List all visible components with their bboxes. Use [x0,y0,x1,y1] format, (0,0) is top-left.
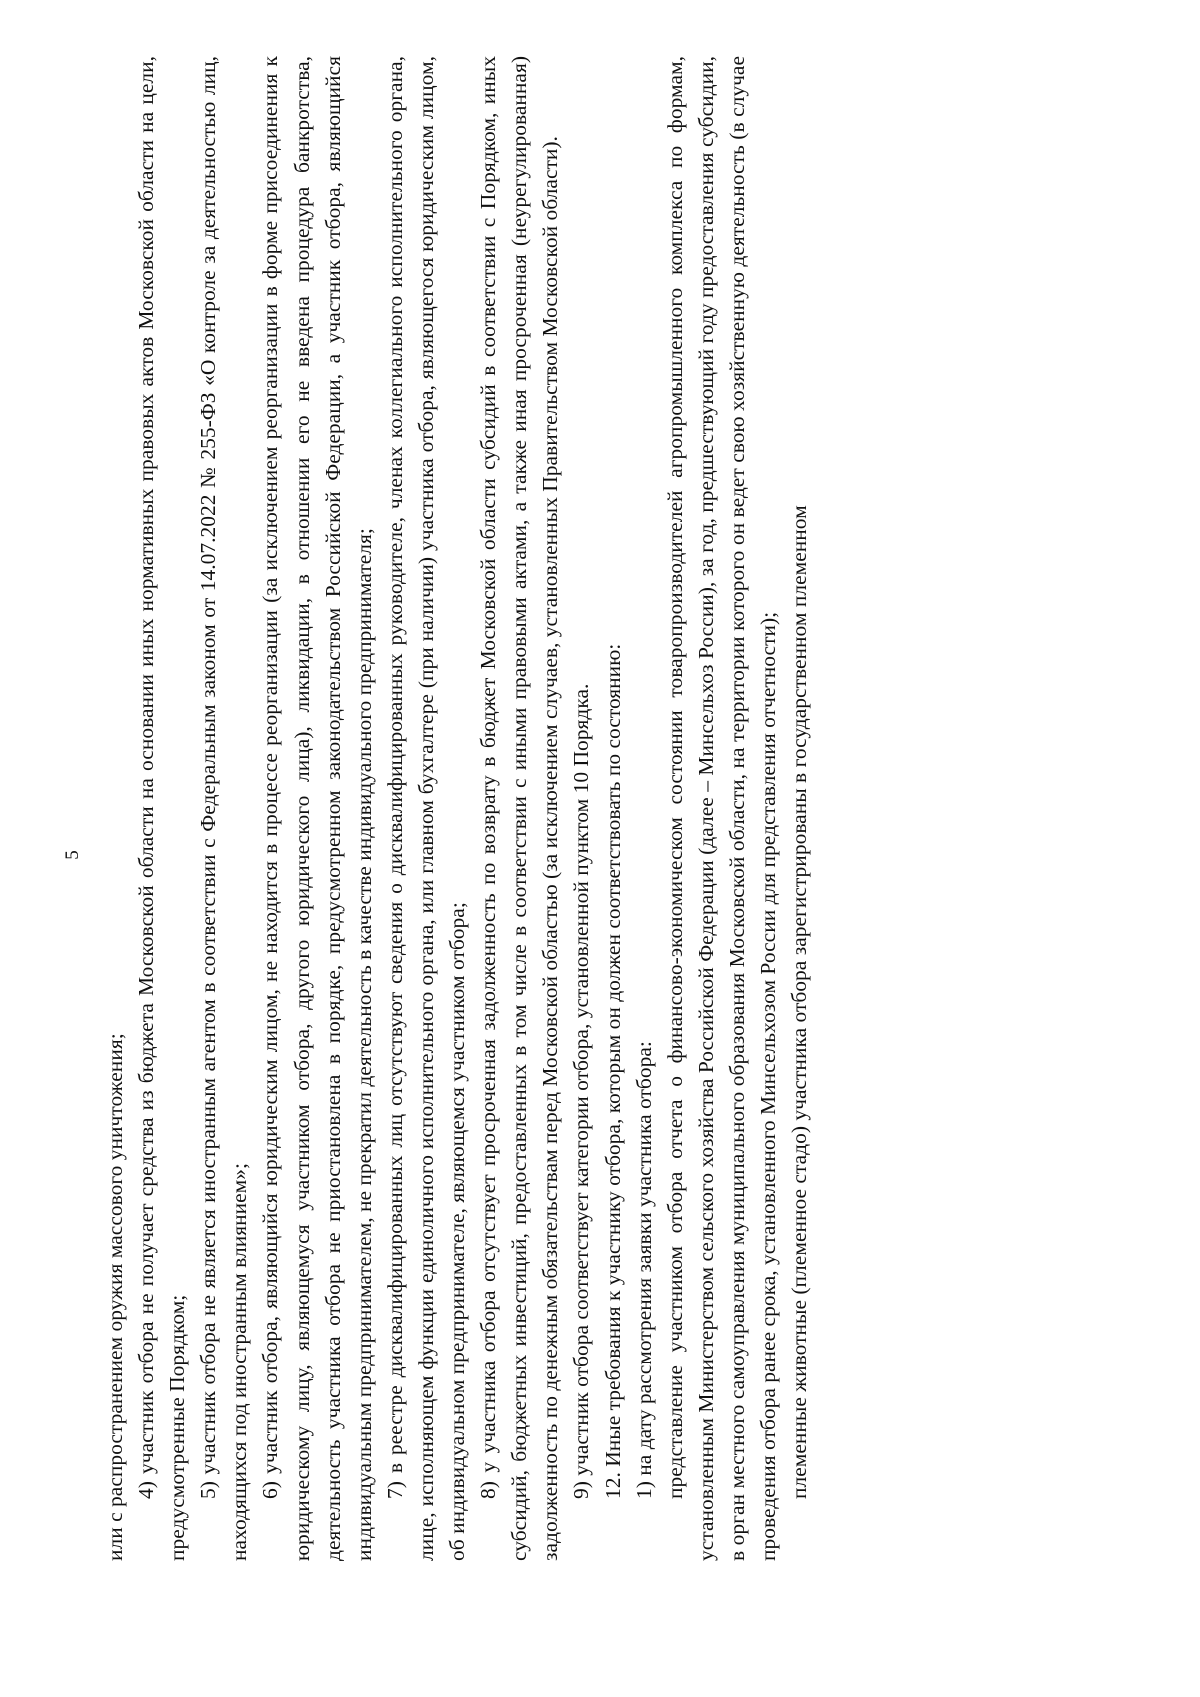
paragraph-item-6: 6) участник отбора, являющийся юридическим лицом, не находится в процессе реорганизации (за исключением реорганизации в форме присоединения к юридическому лицу, являющемуся участником отбора, другого юридического лица), ликвидации, в отношении его не введена процедура банкротства, деятельность участника отбора не приостановлена в порядке, предусмотренном законодательством Российской Федерации, а участник отбора, являющийся индивидуальным предпринимателем, не прекратил деятельность в качестве индивидуального предпринимателя; [258,56,376,1561]
paragraph-item-7: 7) в реестре дисквалифицированных лиц отсутствуют сведения о дисквалифицированных руководителе, членах коллегиального исполнительного органа, лице, исполняющем функции единоличного исполнительного органа, или главном бухгалтере (при наличии) участника отбора, являющегося юридическим лицом, об индивидуальном предпринимателе, являющемся участником отбора; [382,56,470,1561]
paragraph-section-12: 12. Иные требования к участнику отбора, которым он должен соответствовать по состоянию: [600,643,625,1499]
paragraph-item-5: 5) участник отбора не является иностранным агентом в соответствии с Федеральным законом от 14.07.2022 № 255-ФЗ «О контроле за деятельностью лиц, находящихся под иностранным влиянием»; [196,56,252,1561]
paragraph-report-requirement: представление участником отбора отчета о финансово-экономическом состоянии товаропроизводителей агропромышленного комплекса по формам, установленным Министерством сельского хозяйства Российской Федерации (далее – Минсельхоз России), за год, предшествующий году предоставления субсидии, в орган местного самоуправления муниципального образования Московской области, на территории которого он ведет свою хозяйственную деятельность (в случае проведения отбора ранее срока, установленного Минсельхозом России для представления отчетности); [662,56,780,1561]
paragraph-continuation: или с распространением оружия массового уничтожения; [103,1033,127,1561]
paragraph-item-9: 9) участник отбора соответствует категории отбора, установленной пунктом 10 Порядка. [569,683,594,1499]
paragraph-item-4: 4) участник отбора не получает средства из бюджета Московской области на основании иных нормативных правовых актов Московской области на цели, предусмотренные Порядком; [134,56,190,1561]
document-body [100,56,815,1561]
page-number: 5 [62,850,83,860]
paragraph-subitem-1: 1) на дату рассмотрения заявки участника отбора: [631,1041,656,1499]
paragraph-breeding-requirement: племенные животные (племенное стадо) участника отбора зарегистрированы в государственном племенном [787,505,812,1499]
paragraph-item-8: 8) у участника отбора отсутствует просроченная задолженность по возврату в бюджет Московской области субсидий в соответствии с Порядком, иных субсидий, бюджетных инвестиций, предоставленных в том числе в соответствии с иными правовыми актами, а также иная просроченная (неурегулированная) задолженность по денежным обязательствам перед Московской областью (за исключением случаев, установленных Правительством Московской области). [476,56,563,1561]
